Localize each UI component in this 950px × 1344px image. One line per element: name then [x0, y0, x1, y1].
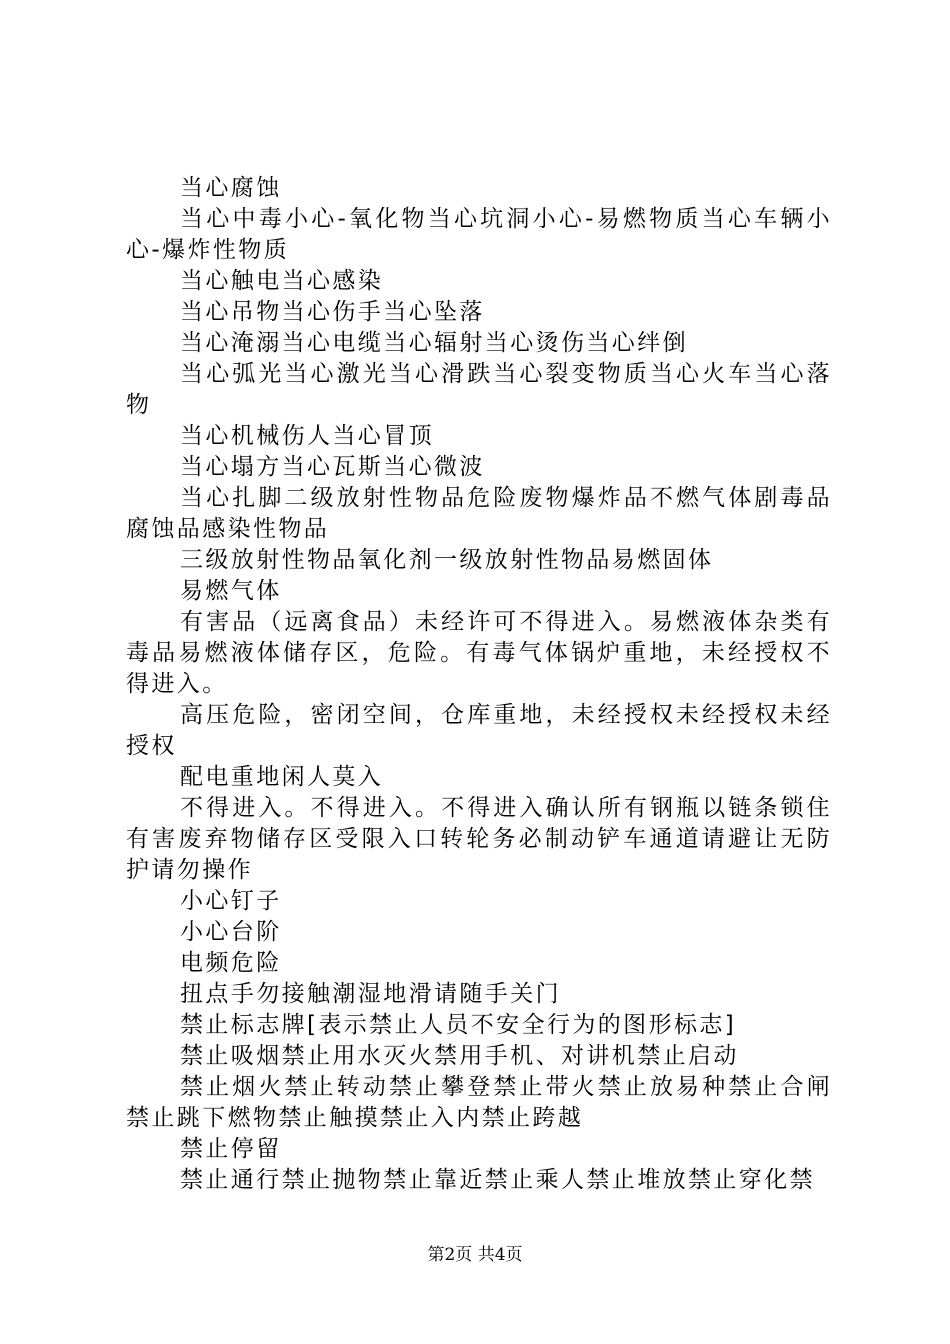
paragraph: 有害品（远离食品）未经许可不得进入。易燃液体杂类有毒品易燃液体储存区，危险。有毒气体锅炉重地，未经授权不得进入。 — [126, 609, 832, 697]
document-body — [126, 173, 832, 1196]
page-footer: 第2页 共4页 — [427, 1245, 523, 1265]
paragraph: 禁止标志牌[表示禁止人员不安全行为的图形标志] — [180, 1012, 737, 1038]
paragraph: 易燃气体 — [180, 578, 282, 604]
paragraph: 当心弧光当心激光当心滑跌当心裂变物质当心火车当心落物 — [126, 361, 832, 418]
paragraph: 当心机械伤人当心冒顶 — [180, 423, 434, 449]
paragraph: 不得进入。不得进入。不得进入确认所有钢瓶以链条锁住有害废弃物储存区受限入口转轮务必制动铲车通道请避让无防护请勿操作 — [126, 795, 832, 883]
paragraph: 禁止烟火禁止转动禁止攀登禁止带火禁止放易种禁止合闸禁止跳下燃物禁止触摸禁止入内禁止跨越 — [126, 1074, 832, 1131]
paragraph: 小心台阶 — [180, 919, 282, 945]
paragraph: 电频危险 — [180, 950, 282, 976]
paragraph: 当心触电当心感染 — [180, 268, 384, 294]
paragraph: 配电重地闲人莫入 — [180, 764, 384, 790]
paragraph: 三级放射性物品氧化剂一级放射性物品易燃固体 — [180, 547, 714, 573]
paragraph: 当心扎脚二级放射性物品危险废物爆炸品不燃气体剧毒品腐蚀品感染性物品 — [126, 485, 832, 542]
paragraph: 禁止停留 — [180, 1136, 282, 1162]
paragraph: 小心钉子 — [180, 888, 282, 914]
paragraph: 当心中毒小心-氧化物当心坑洞小心-易燃物质当心车辆小心-爆炸性物质 — [126, 206, 832, 263]
paragraph: 当心吊物当心伤手当心坠落 — [180, 299, 485, 325]
paragraph: 当心淹溺当心电缆当心辐射当心烫伤当心绊倒 — [180, 330, 688, 356]
paragraph: 高压危险，密闭空间，仓库重地，未经授权未经授权未经授权 — [126, 702, 832, 759]
paragraph: 扭点手勿接触潮湿地滑请随手关门 — [180, 981, 561, 1007]
paragraph: 当心塌方当心瓦斯当心微波 — [180, 454, 485, 480]
paragraph: 禁止吸烟禁止用水灭火禁用手机、对讲机禁止启动 — [180, 1043, 739, 1069]
paragraph: 当心腐蚀 — [180, 175, 282, 201]
paragraph: 禁止通行禁止抛物禁止靠近禁止乘人禁止堆放禁止穿化禁 — [180, 1167, 815, 1193]
